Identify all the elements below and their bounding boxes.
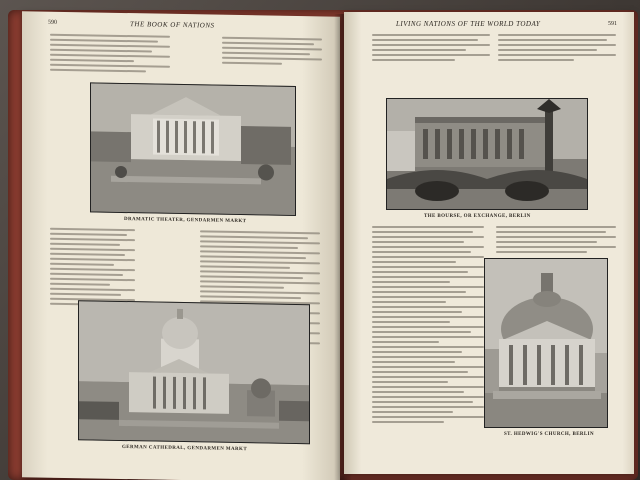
st-hedwigs-church-photo bbox=[484, 258, 608, 428]
left-page bbox=[22, 11, 340, 480]
right-mid-text-col2 bbox=[496, 226, 616, 256]
german-cathedral-photo bbox=[78, 300, 310, 444]
right-mid-text-col1 bbox=[372, 226, 484, 426]
left-page-number: 590 bbox=[48, 19, 57, 26]
left-top-text-col1 bbox=[50, 34, 170, 76]
right-page-number: 591 bbox=[608, 21, 617, 27]
right-top-text-col2 bbox=[498, 34, 616, 64]
left-top-text-col2 bbox=[222, 37, 322, 69]
cathedral-caption: GERMAN CATHEDRAL, GENDARMEN MARKT bbox=[122, 444, 248, 453]
right-running-head: LIVING NATIONS OF THE WORLD TODAY bbox=[396, 20, 541, 28]
dramatic-theater-photo bbox=[90, 82, 296, 216]
left-running-head: THE BOOK OF NATIONS bbox=[130, 20, 215, 30]
theater-caption: DRAMATIC THEATER, GENDARMEN MARKT bbox=[124, 217, 247, 225]
church-caption: ST. HEDWIG'S CHURCH, BERLIN bbox=[504, 432, 595, 437]
bourse-caption: THE BOURSE, OR EXCHANGE, BERLIN bbox=[424, 214, 531, 219]
right-top-text-col1 bbox=[372, 34, 490, 64]
bourse-photo bbox=[386, 98, 588, 210]
left-mid-text-col1 bbox=[50, 228, 135, 309]
right-page bbox=[344, 12, 634, 474]
